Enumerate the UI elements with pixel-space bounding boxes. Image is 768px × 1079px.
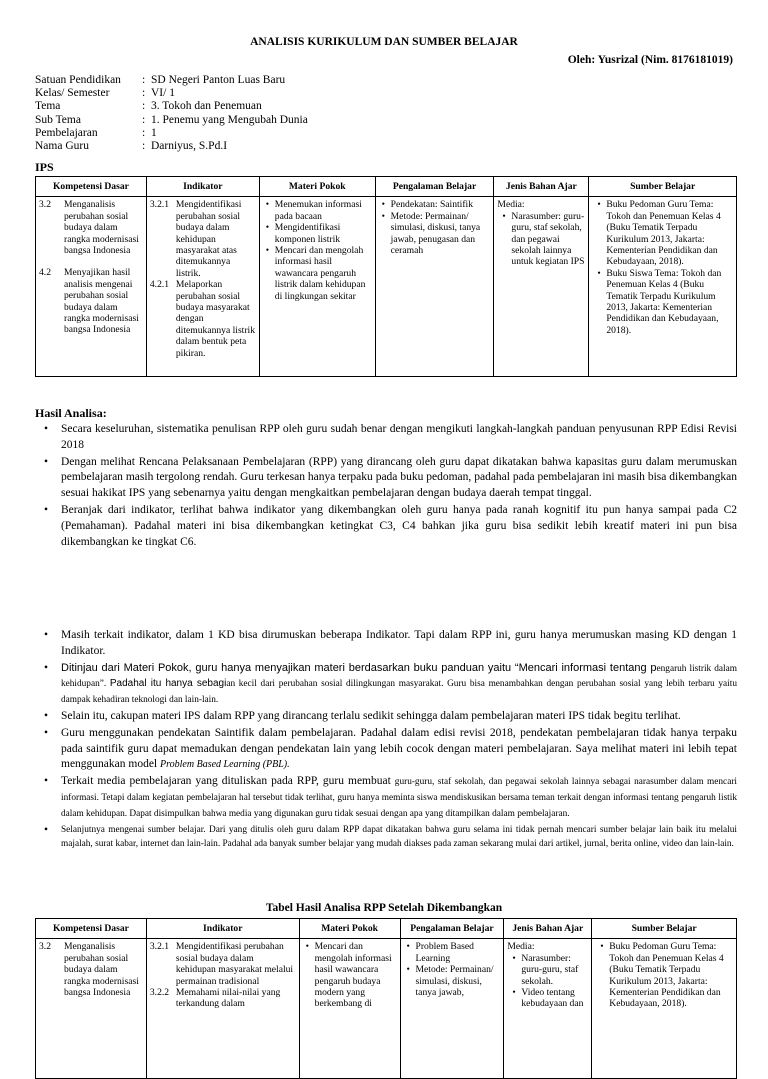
meta-row: Tema : 3. Tokoh dan Penemuan [35, 100, 262, 113]
table-row [36, 197, 737, 377]
analysis-heading: Hasil Analisa: [35, 406, 107, 420]
analysis-table-developed [35, 918, 737, 1079]
header-kompetensi: Kompetensi Dasar [36, 177, 147, 197]
analysis-text: Beranjak dari indikator, terlihat bahwa indikator yang dikembangkan oleh guru hanya pada ranah kognitif itu pun hanya sampai pada C2 (Pemahaman). Padahal materi ini bisa dikembangkan ketingkat C3, C4 bahkan jika guru bisa sedikit lebih kreatif materi ini pun bisa dikembangkan ke tingkat C6. [61, 503, 737, 548]
indikator-text: Memahami nilai-nilai yang terkandung dalam [175, 987, 281, 1010]
subject-label: IPS [35, 160, 54, 174]
header-indikator: Indikator [146, 177, 259, 197]
meta-row: Sub Tema : 1. Penemu yang Mengubah Dunia [35, 113, 308, 126]
header-kompetensi: Kompetensi Dasar [36, 919, 147, 939]
indikator-number: 3.2.1 [149, 199, 170, 211]
analysis-text: Masih terkait indikator, dalam 1 KD bisa dirumuskan beberapa Indikator. Tapi dalam RPP ini, guru hanya merumuskan masing KD dengan 1 Indikator. [61, 629, 737, 657]
indikator-number: 3.2.1 [149, 941, 170, 953]
bahan-ajar-cell [504, 939, 592, 1079]
list-item: • Buku Siswa Tema: Tokoh dan Penemuan Kelas 4 (Buku Tematik Terpadu Kurikulum 2013, Jakarta: Kementerian Pendidikan dan Kebudayaan, 2018). [606, 268, 733, 336]
header-sumber: Sumber Belajar [589, 177, 737, 197]
list-item: • Video tentang kebudayaan dan [521, 987, 588, 1010]
sumber-cell [589, 197, 737, 377]
list-item: • Dengan melihat Rencana Pelaksanaan Pembelajaran (RPP) yang dirancang oleh guru dapat dikatakan bahwa kapasitas guru dalam merumuskan pembelajaran masih tergolong rendah. Guru terkesan hanya terpaku pada buku pedoman, padahal pada pembelajaran ini masih bisa dikembangkan sesuai hakikat IPS yang sebenarnya yaitu dengan mengkaitkan pembelajaran dengan budaya daerah tempat tinggal. [44, 455, 737, 502]
meta-label: Nama Guru [35, 140, 89, 153]
pengalaman-cell [375, 197, 494, 377]
kd-number: 4.2 [39, 267, 51, 279]
meta-label: Sub Tema [35, 113, 81, 126]
indikator-cell [146, 939, 299, 1079]
analysis-text: Ditinjau dari Materi Pokok, guru hanya menyajikan materi berdasarkan buku panduan yaitu “Mencari informasi tentang pengaruh listrik dalam kehidupan”. Padahal itu hanya sebagian kecil dari perubahan sosial dilingkungan masyarakat. Guru bisa menambahkan dengan perubahan sosial yang lebih terbaru yaitu dampak kehadiran teknologi dan lain-lain. [61, 661, 737, 706]
list-item: • Metode: Permainan/ simulasi, diskusi, tanya jawab, [416, 964, 501, 998]
analysis-text: Guru menggunakan pendekatan Saintifik dalam pembelajaran. Padahal dalam edisi revisi 2018, pendekatan pembelajaran tidak hanya terpaku pada saintifik guru dapat memadukan dengan pendekatan lain yang lebih cocok dengan materi pembelajaran. Saya melihat materi ini lebih tepat menggunakan model Problem Based Learning (PBL). [61, 726, 737, 771]
meta-row: Nama Guru : Darniyus, S.Pd.I [35, 140, 228, 153]
meta-value: Darniyus, S.Pd.I [151, 140, 228, 153]
kd-text: Menganalisis perubahan sosial budaya dalam rangka modernisasi bangsa Indonesia [64, 199, 139, 257]
indikator-number: 3.2.2 [149, 987, 170, 999]
meta-value: 1 [151, 126, 157, 139]
table-row [36, 939, 737, 1079]
meta-row: Satuan Pendidikan : SD Negeri Panton Luas Baru [35, 74, 286, 86]
pengalaman-cell [400, 939, 504, 1079]
meta-value: 3. Tokoh dan Penemuan [151, 100, 262, 113]
bahan-ajar-cell [494, 197, 589, 377]
kd-cell [36, 939, 147, 1079]
analysis-text: Selain itu, cakupan materi IPS dalam RPP yang dirancang terlalu sedikit sehingga dalam pembelajaran materi IPS tidak begitu terlihat. [61, 709, 681, 722]
list-item: • Buku Pedoman Guru Tema: Tokoh dan Penemuan Kelas 4 (Buku Tematik Terpadu Kurikulum 2013, Jakarta: Kementerian Pendidikan dan Kebudayaan, 2018). [609, 941, 733, 1009]
list-item: • Problem Based Learning [416, 941, 501, 964]
kd-text: Menganalisis perubahan sosial budaya dalam rangka modernisasi bangsa Indonesia [64, 941, 139, 999]
indikator-text: Mengidentifikasi perubahan sosial budaya dalam kehidupan masyarakat atas ditemukannya listrik. [175, 199, 242, 279]
meta-label: Tema [35, 100, 61, 113]
header-indikator: Indikator [146, 919, 299, 939]
table-header-row [36, 919, 737, 939]
indikator-text: Melaporkan perubahan sosial budaya masyarakat dengan ditemukannya listrik dalam bentuk peta pikiran. [175, 279, 256, 359]
sumber-cell [592, 939, 737, 1079]
media-label: Media: [507, 941, 535, 953]
list-item: • Metode: Permainan/ simulasi, diskusi, tanya jawab, penugasan dan ceramah [391, 211, 491, 257]
meta-label: Pembelajaran [35, 126, 98, 139]
kd-number: 3.2 [39, 941, 51, 953]
header-sumber: Sumber Belajar [592, 919, 737, 939]
meta-value: SD Negeri Panton Luas Baru [151, 74, 286, 86]
list-item: • Narasumber: guru-guru, staf sekolah, dan pegawai sekolah lainnya untuk kegiatan IPS [511, 211, 585, 268]
meta-row: Pembelajaran : 1 [35, 126, 157, 139]
materi-cell [299, 939, 400, 1079]
identity-block [35, 74, 308, 153]
list-item: • Ditinjau dari Materi Pokok, guru hanya menyajikan materi berdasarkan buku panduan yaitu “Mencari informasi tentang pengaruh listrik dalam kehidupan”. Padahal itu hanya sebagian kecil dari perubahan sosial dilingkungan masyarakat. Guru bisa menambahkan dengan perubahan sosial yang lebih terbaru yaitu dampak kehadiran teknologi dan lain-lain. [44, 661, 737, 708]
header-materi: Materi Pokok [259, 177, 375, 197]
header-bahan-ajar: Jenis Bahan Ajar [494, 177, 589, 197]
analysis-text: Dengan melihat Rencana Pelaksanaan Pembelajaran (RPP) yang dirancang oleh guru dapat dikatakan bahwa kapasitas guru dalam merumuskan pembelajaran masih tergolong rendah. Guru terkesan hanya terpaku pada buku pedoman, padahal pada pembelajaran ini masih bisa dikembangkan sesuai hakikat IPS yang sebenarnya yaitu dengan mengkaitkan pembelajaran dengan budaya daerah tempat tinggal. [61, 455, 737, 500]
list-item: • Mencari dan mengolah informasi hasil wawancara pengaruh listrik dalam kehidupan di lingkungan sekitar [275, 245, 372, 302]
analysis-text: Selanjutnya mengenai sumber belajar. Dari yang ditulis oleh guru dalam RPP dapat dikatakan bahwa guru selama ini tidak pernah mencari sumber belajar lain baik itu melalui majalah, surat kabar, internet dan lain-lain. Padahal ada banyak sumber belajar yang mudah diakses pada zaman sekarang mulai dari artikel, jurnal, berita online, video dan lain-lain. [61, 824, 737, 850]
list-item: • Secara keseluruhan, sistematika penulisan RPP oleh guru sudah benar dengan mengikuti langkah-langkah panduan penyusunan RPP Edisi Revisi 2018 [44, 422, 737, 454]
meta-row: Kelas/ Semester : VI/ 1 [35, 87, 175, 100]
media-label: Media: [497, 199, 525, 211]
analysis-table-original [35, 176, 737, 377]
kd-number: 3.2 [39, 199, 51, 211]
meta-value: VI/ 1 [151, 87, 175, 100]
indikator-text: Mengidentifikasi perubahan sosial budaya dalam kehidupan masyarakat melalui permainan tradisional [175, 941, 294, 987]
document-title: ANALISIS KURIKULUM DAN SUMBER BELAJAR [250, 36, 518, 48]
analysis-text: Terkait media pembelajaran yang dituliskan pada RPP, guru membuat guru-guru, staf sekolah, dan pegawai sekolah lainnya sebagai narasumber dalam mencari informasi. Tetapi dalam kegiatan pembelajaran hal tersebut tidak terlihat, guru hanya meminta siswa mendiskusikan bersama teman terkait dengan informasi tentang pengaruh listik dalam kehidupan. Dapat disimpulkan bahwa media yang digunakan guru tidak sesuai dengan apa yang ditampilkan dalam pembelajaran. [61, 775, 737, 819]
kd-cell [36, 197, 147, 377]
header-pengalaman: Pengalaman Belajar [375, 177, 494, 197]
analysis-list-2 [44, 628, 737, 853]
header-materi: Materi Pokok [299, 919, 400, 939]
list-item: • Terkait media pembelajaran yang dituliskan pada RPP, guru membuat guru-guru, staf sekolah, dan pegawai sekolah lainnya sebagai narasumber dalam mencari informasi. Tetapi dalam kegiatan pembelajaran hal tersebut tidak terlihat, guru hanya meminta siswa mendiskusikan bersama teman terkait dengan informasi tentang pengaruh listik dalam kehidupan. Dapat disimpulkan bahwa media yang digunakan guru tidak sesuai dengan apa yang ditampilkan dalam pembelajaran. [44, 774, 737, 821]
header-pengalaman: Pengalaman Belajar [400, 919, 504, 939]
list-item: • Selain itu, cakupan materi IPS dalam RPP yang dirancang terlalu sedikit sehingga dalam pembelajaran materi IPS tidak begitu terlihat. [44, 709, 737, 725]
meta-label: Satuan Pendidikan [35, 74, 121, 86]
kd-text: Menyajikan hasil analisis mengenai perubahan sosial budaya dalam rangka modernisasi bangsa Indonesia [64, 267, 139, 336]
list-item: • Mengidentifikasi komponen listrik [275, 222, 372, 245]
list-item: • Menemukan informasi pada bacaan [275, 199, 372, 222]
header-bahan-ajar: Jenis Bahan Ajar [504, 919, 592, 939]
list-item: • Selanjutnya mengenai sumber belajar. Dari yang ditulis oleh guru dalam RPP dapat dikatakan bahwa guru selama ini tidak pernah mencari sumber belajar lain baik itu melalui majalah, surat kabar, internet dan lain-lain. Padahal ada banyak sumber belajar yang mudah diakses pada zaman sekarang mulai dari artikel, jurnal, berita online, video dan lain-lain. [44, 823, 737, 852]
list-item: • Narasumber: guru-guru, staf sekolah. [521, 953, 588, 987]
list-item: • Masih terkait indikator, dalam 1 KD bisa dirumuskan beberapa Indikator. Tapi dalam RPP ini, guru hanya merumuskan masing KD dengan 1 Indikator. [44, 628, 737, 660]
indikator-number: 4.2.1 [149, 279, 170, 291]
indikator-cell [146, 197, 259, 377]
table-header-row [36, 177, 737, 197]
list-item: • Mencari dan mengolah informasi hasil wawancara pengaruh budaya modern yang berkembang di [315, 941, 397, 1009]
list-item: • Guru menggunakan pendekatan Saintifik dalam pembelajaran. Padahal dalam edisi revisi 2018, pendekatan pembelajaran tidak hanya terpaku pada saintifik guru dapat memadukan dengan pendekatan lain yang lebih cocok dengan materi pembelajaran. Saya melihat materi ini lebih tepat menggunakan model Problem Based Learning (PBL). [44, 726, 737, 773]
table2-title: Tabel Hasil Analisa RPP Setelah Dikembangkan [265, 902, 503, 914]
author-line: Oleh: Yusrizal (Nim. 8176181019) [567, 54, 733, 66]
materi-cell [259, 197, 375, 377]
list-item: • Beranjak dari indikator, terlihat bahwa indikator yang dikembangkan oleh guru hanya pada ranah kognitif itu pun hanya sampai pada C2 (Pemahaman). Padahal materi ini bisa dikembangkan ketingkat C3, C4 bahkan jika guru bisa sedikit lebih kreatif materi ini pun bisa dikembangkan ke tingkat C6. [44, 503, 737, 550]
list-item: • Buku Pedoman Guru Tema: Tokoh dan Penemuan Kelas 4 (Buku Tematik Terpadu Kurikulum 2013, Jakarta: Kementerian Pendidikan dan Kebudayaan, 2018). [606, 199, 733, 267]
list-item: • Pendekatan: Saintifik [391, 199, 491, 210]
meta-label: Kelas/ Semester [35, 87, 110, 100]
analysis-list-1 [44, 422, 737, 551]
meta-value: 1. Penemu yang Mengubah Dunia [151, 113, 308, 126]
analysis-text: Secara keseluruhan, sistematika penulisan RPP oleh guru sudah benar dengan mengikuti langkah-langkah panduan penyusunan RPP Edisi Revisi 2018 [61, 423, 737, 451]
